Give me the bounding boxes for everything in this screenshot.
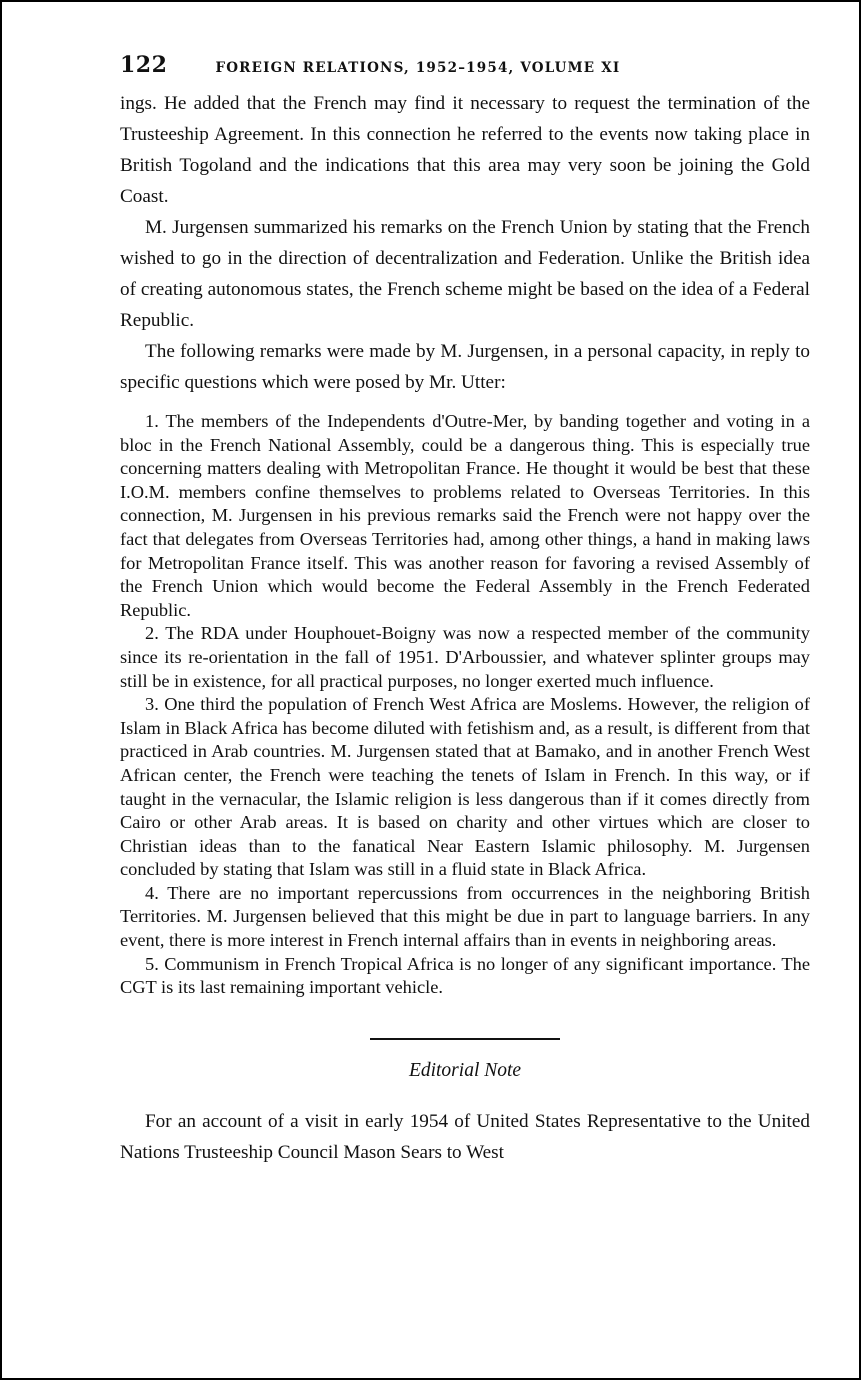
page-header <box>120 52 810 88</box>
editorial-note-text: For an account of a visit in early 1954 of United States Representative to the United Nations Trusteeship Council Mason Sears to West <box>120 1110 810 1163</box>
editorial-note-title: Editorial Note <box>408 1059 522 1081</box>
remark-item-1: 1. The members of the Independents d'Outre-Mer, by banding together and voting in a bloc in the French National Assembly, could be a dangerous thing. This is especially true concerning matters dealing with Metropolitan France. He thought it would be best that these I.O.M. members confine themselves to problems related to Overseas Territories. In this connection, M. Jurgensen in his previous remarks said the French were not happy over the fact that delegates from Overseas Territories had, among other things, a hand in making laws for Metropolitan France itself. This was another reason for favoring a revised Assembly of the French Union which would become the Federal Assembly in the French Federated Republic. <box>120 411 810 620</box>
editorial-note <box>120 1106 810 1168</box>
remark-item-2: 2. The RDA under Houphouet-Boigny was now a respected member of the community since its re-orientation in the fall of 1951. D'Arboussier, and whatever splinter groups may still be in existence, for all practical purposes, no longer exerted much influence. <box>120 623 810 691</box>
section-divider <box>370 1038 560 1040</box>
paragraph-remarks-intro: The following remarks were made by M. Jurgensen, in a personal capacity, in reply to specific questions which were posed by Mr. Utter: <box>120 341 810 393</box>
paragraph-french-union: M. Jurgensen summarized his remarks on the French Union by stating that the French wished to go in the direction of decentralization and Federation. Unlike the British idea of creating autonomous states, the French scheme might be based on the idea of a Federal Republic. <box>120 217 810 331</box>
remark-item-4: 4. There are no important repercussions from occurrences in the neighboring British Territories. M. Jurgensen believed that this might be due in part to language barriers. In any event, there is more interest in French internal affairs than in events in neighboring areas. <box>120 882 810 951</box>
numbered-remarks <box>120 410 810 1000</box>
remark-item-3: 3. One third the population of French West Africa are Moslems. However, the religion of Islam in Black Africa has become diluted with fetishism and, as a result, is different from that practiced in Arab countries. M. Jurgensen stated that at Bamako, and in another French West African center, the French were teaching the tenets of Islam in French. In this way, or if taught in the vernacular, the Islamic religion is less dangerous than if it comes directly from Cairo or other Arab areas. It is based on charity and other virtues which are closer to Christian ideas than to the fanatical Near Eastern Islamic philosophy. M. Jurgensen concluded by stating that Islam was still in a fluid state in Black Africa. <box>120 694 810 880</box>
remark-item-5: 5. Communism in French Tropical Africa is no longer of any significant importance. The CGT is its last remaining important vehicle. <box>120 953 810 998</box>
paragraph-continuation: ings. He added that the French may find it necessary to request the termination of the Trusteeship Agreement. In this connection he referred to the events now taking place in British Togoland and the indications that this area may very soon be joining the Gold Coast. <box>120 93 810 207</box>
document-page <box>120 52 810 1168</box>
running-head: FOREIGN RELATIONS, 1952–1954, VOLUME XI <box>215 60 621 76</box>
page-number: 122 <box>120 52 168 78</box>
body-text <box>120 88 810 398</box>
